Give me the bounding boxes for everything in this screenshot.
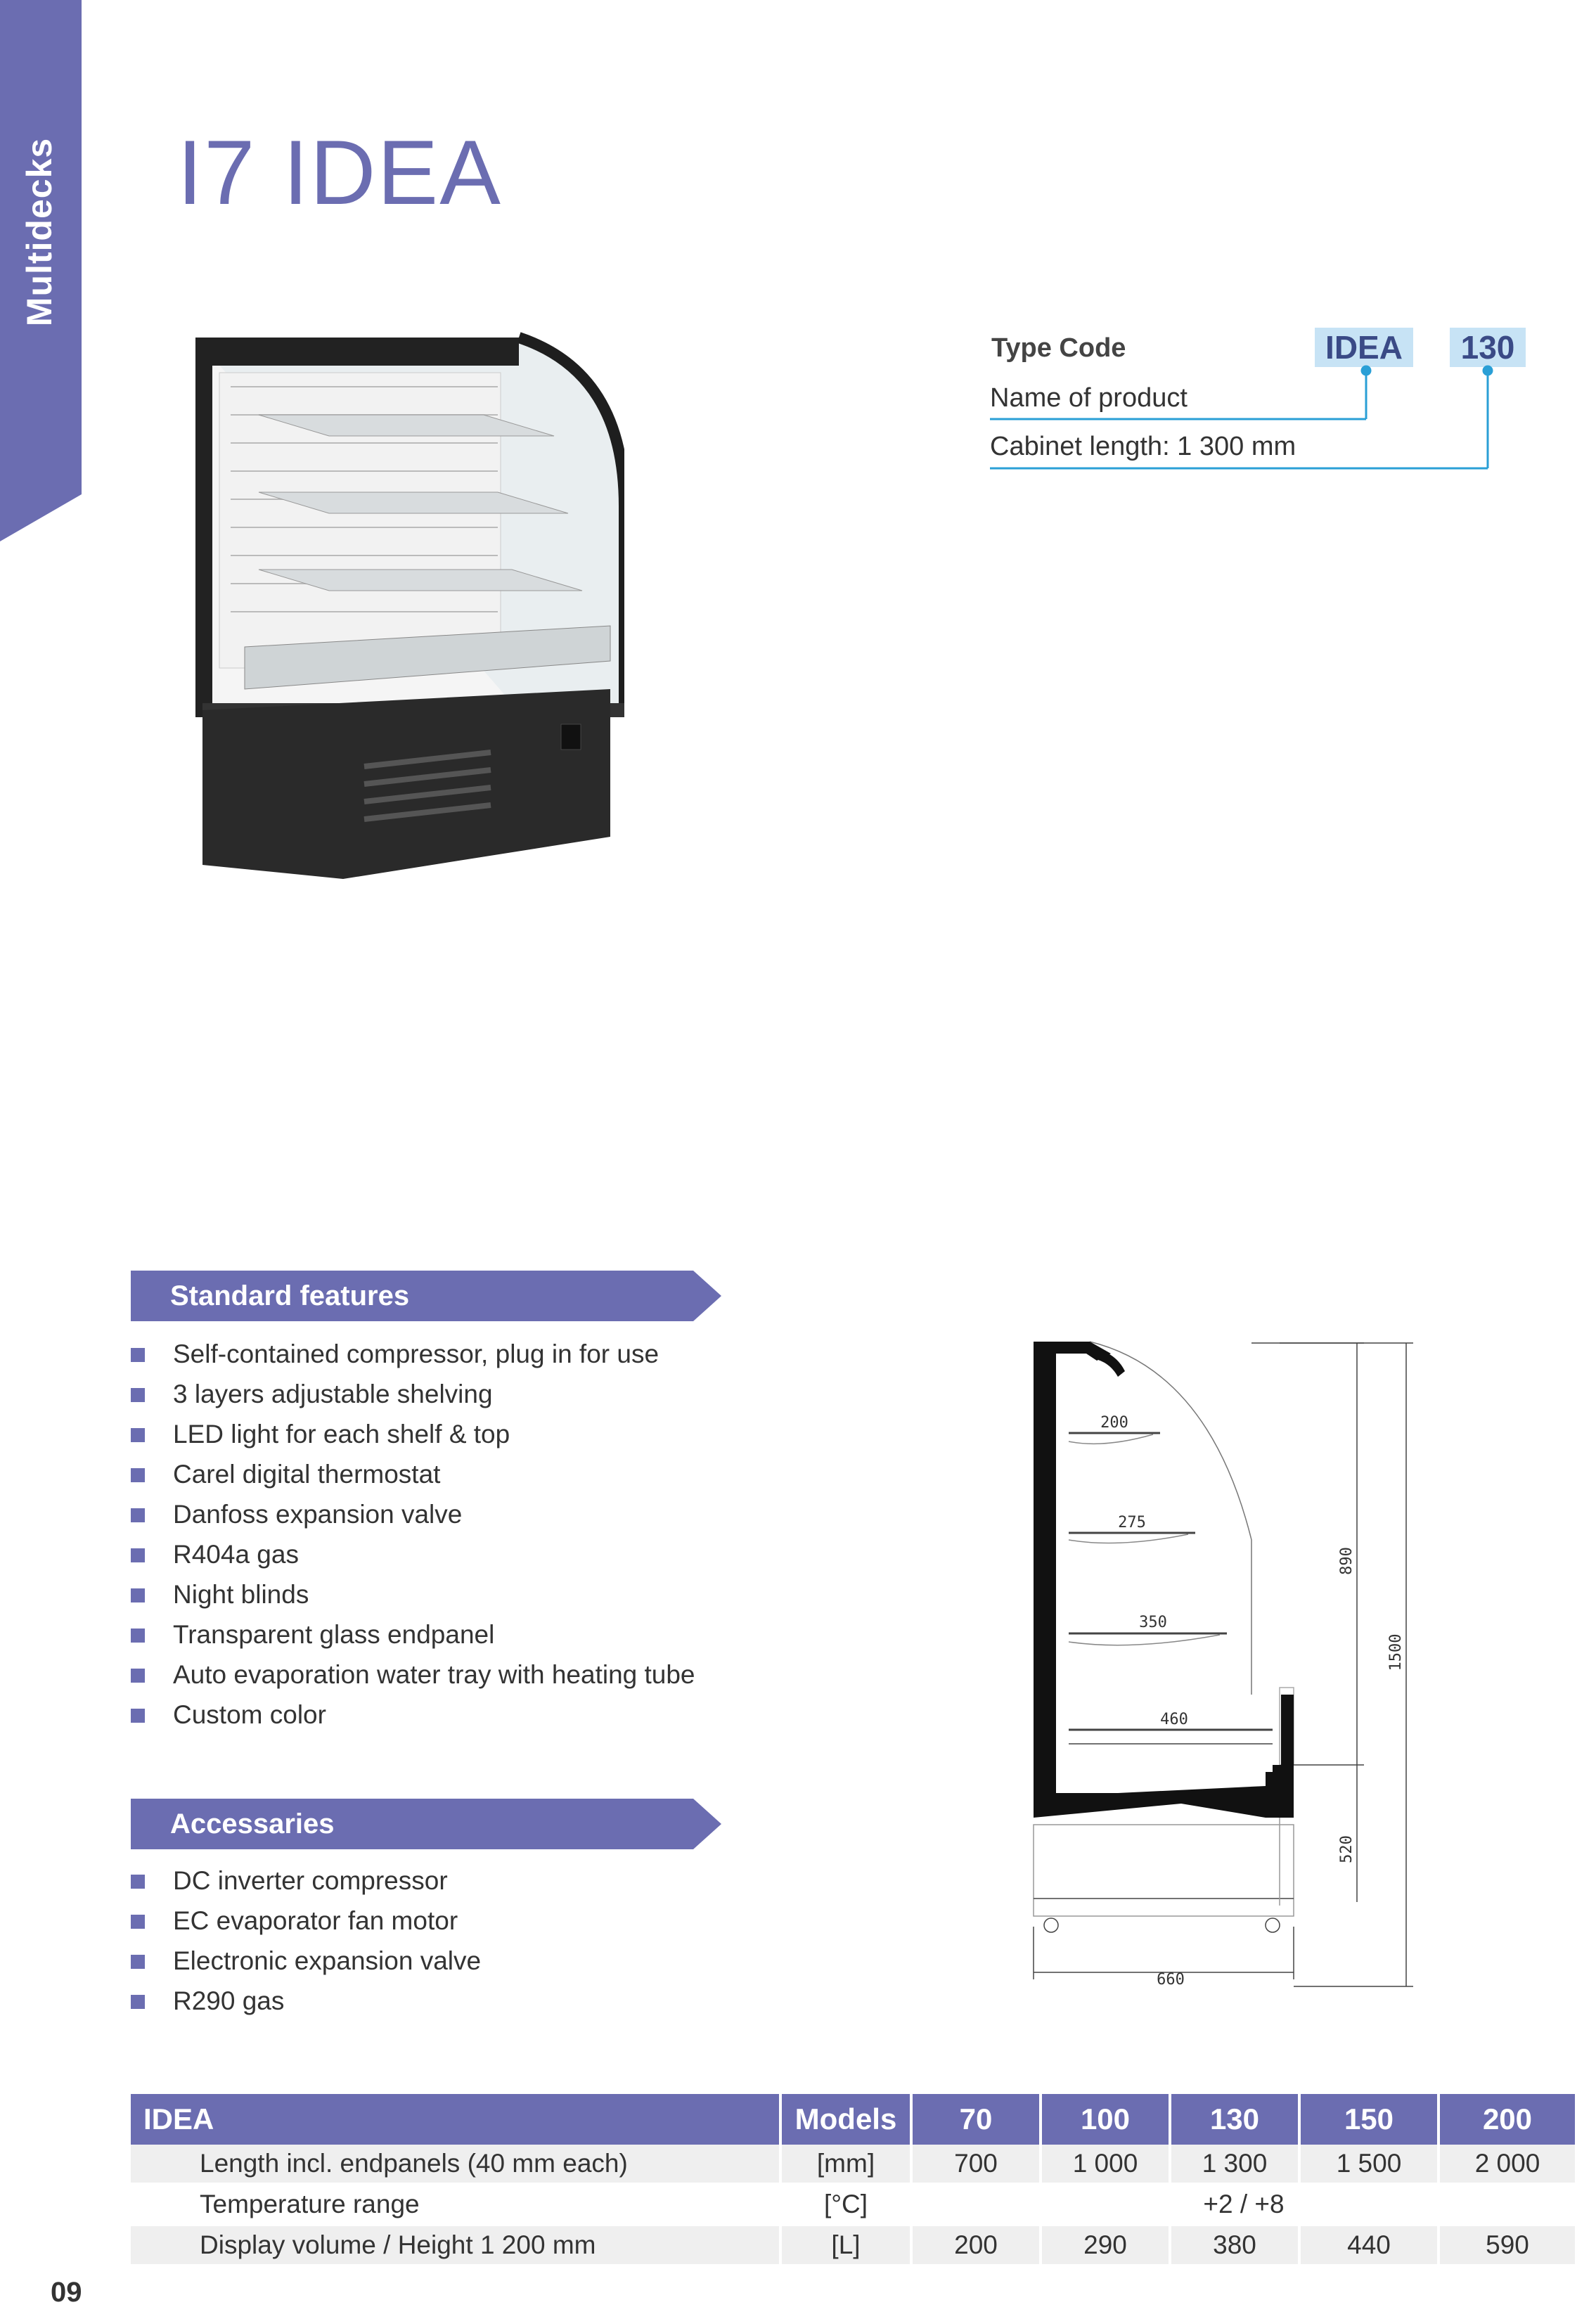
list-item: R290 gas [131, 1981, 481, 2021]
list-item: Night blinds [131, 1574, 695, 1614]
list-item: Danfoss expansion valve [131, 1494, 695, 1534]
list-item: Auto evaporation water tray with heating tube [131, 1655, 695, 1695]
list-item: DC inverter compressor [131, 1861, 481, 1901]
bullet-icon [131, 1915, 145, 1929]
spec-header-model: 130 [1171, 2094, 1301, 2145]
table-cell: 1 500 [1301, 2145, 1440, 2185]
bullet-icon [131, 1428, 145, 1442]
list-item: R404a gas [131, 1534, 695, 1574]
bullet-icon [131, 1548, 145, 1562]
bullet-icon [131, 1468, 145, 1482]
bullet-icon [131, 1875, 145, 1889]
spec-table [131, 2094, 1578, 2267]
table-row [131, 2145, 1578, 2185]
table-row [131, 2185, 1578, 2226]
table-cell: 2 000 [1440, 2145, 1578, 2185]
bullet-icon [131, 1508, 145, 1522]
depth-dimension: 660 [1157, 1971, 1185, 1989]
height-dimension-total: 1500 [1387, 1633, 1405, 1671]
shelf-depth-2: 275 [1118, 1514, 1146, 1531]
table-cell: +2 / +8 [913, 2185, 1578, 2226]
standard-features-list [131, 1334, 695, 1735]
spec-header-model: 150 [1301, 2094, 1440, 2145]
height-dimension-display: 890 [1338, 1547, 1356, 1575]
row-unit: [mm] [782, 2145, 913, 2185]
shelf-depth-1: 200 [1100, 1414, 1128, 1432]
list-item: Electronic expansion valve [131, 1941, 481, 1981]
list-item: Custom color [131, 1695, 695, 1735]
bullet-icon [131, 1955, 145, 1969]
list-item: EC evaporator fan motor [131, 1901, 481, 1941]
row-description: Display volume / Height 1 200 mm [131, 2226, 782, 2267]
list-item: Carel digital thermostat [131, 1454, 695, 1494]
table-cell: 1 300 [1171, 2145, 1301, 2185]
row-description: Temperature range [131, 2185, 782, 2226]
table-row [131, 2226, 1578, 2267]
type-code-row-product: Name of product [990, 383, 1188, 413]
spec-header-model: 100 [1042, 2094, 1171, 2145]
type-code-product: IDEA [1315, 328, 1413, 367]
cross-section-drawing [1012, 1329, 1420, 1997]
table-cell: 380 [1171, 2226, 1301, 2267]
table-cell: 1 000 [1042, 2145, 1171, 2185]
page-number: 09 [51, 2277, 82, 2308]
bullet-icon [131, 1348, 145, 1362]
height-dimension-base: 520 [1338, 1835, 1356, 1863]
bullet-icon [131, 1629, 145, 1643]
row-description: Length incl. endpanels (40 mm each) [131, 2145, 782, 2185]
spec-header-model: 200 [1440, 2094, 1578, 2145]
type-code-connectors [0, 0, 1596, 492]
bullet-icon [131, 1669, 145, 1683]
table-cell: 440 [1301, 2226, 1440, 2267]
row-unit: [L] [782, 2226, 913, 2267]
list-item: 3 layers adjustable shelving [131, 1374, 695, 1414]
table-cell: 290 [1042, 2226, 1171, 2267]
bullet-icon [131, 1388, 145, 1402]
page-title: I7 IDEA [177, 121, 502, 224]
accessories-list [131, 1861, 481, 2021]
accessories-header: Accessaries [131, 1799, 721, 1849]
standard-features-header: Standard features [131, 1271, 721, 1321]
bullet-icon [131, 1995, 145, 2009]
side-tab-label: Multidecks [20, 137, 59, 327]
list-item: LED light for each shelf & top [131, 1414, 695, 1454]
type-code-length: 130 [1450, 328, 1526, 367]
type-code-row-length: Cabinet length: 1 300 mm [990, 432, 1296, 461]
type-code-label: Type Code [991, 333, 1126, 363]
list-item: Transparent glass endpanel [131, 1614, 695, 1655]
spec-header-model: 70 [913, 2094, 1042, 2145]
table-cell: 700 [913, 2145, 1042, 2185]
spec-header-name: IDEA [131, 2094, 782, 2145]
spec-header-models: Models [782, 2094, 913, 2145]
bullet-icon [131, 1588, 145, 1602]
shelf-depth-3: 350 [1139, 1614, 1167, 1631]
bullet-icon [131, 1709, 145, 1723]
row-unit: [°C] [782, 2185, 913, 2226]
list-item: Self-contained compressor, plug in for use [131, 1334, 695, 1374]
table-cell: 590 [1440, 2226, 1578, 2267]
shelf-depth-4: 460 [1160, 1711, 1188, 1728]
table-cell: 200 [913, 2226, 1042, 2267]
